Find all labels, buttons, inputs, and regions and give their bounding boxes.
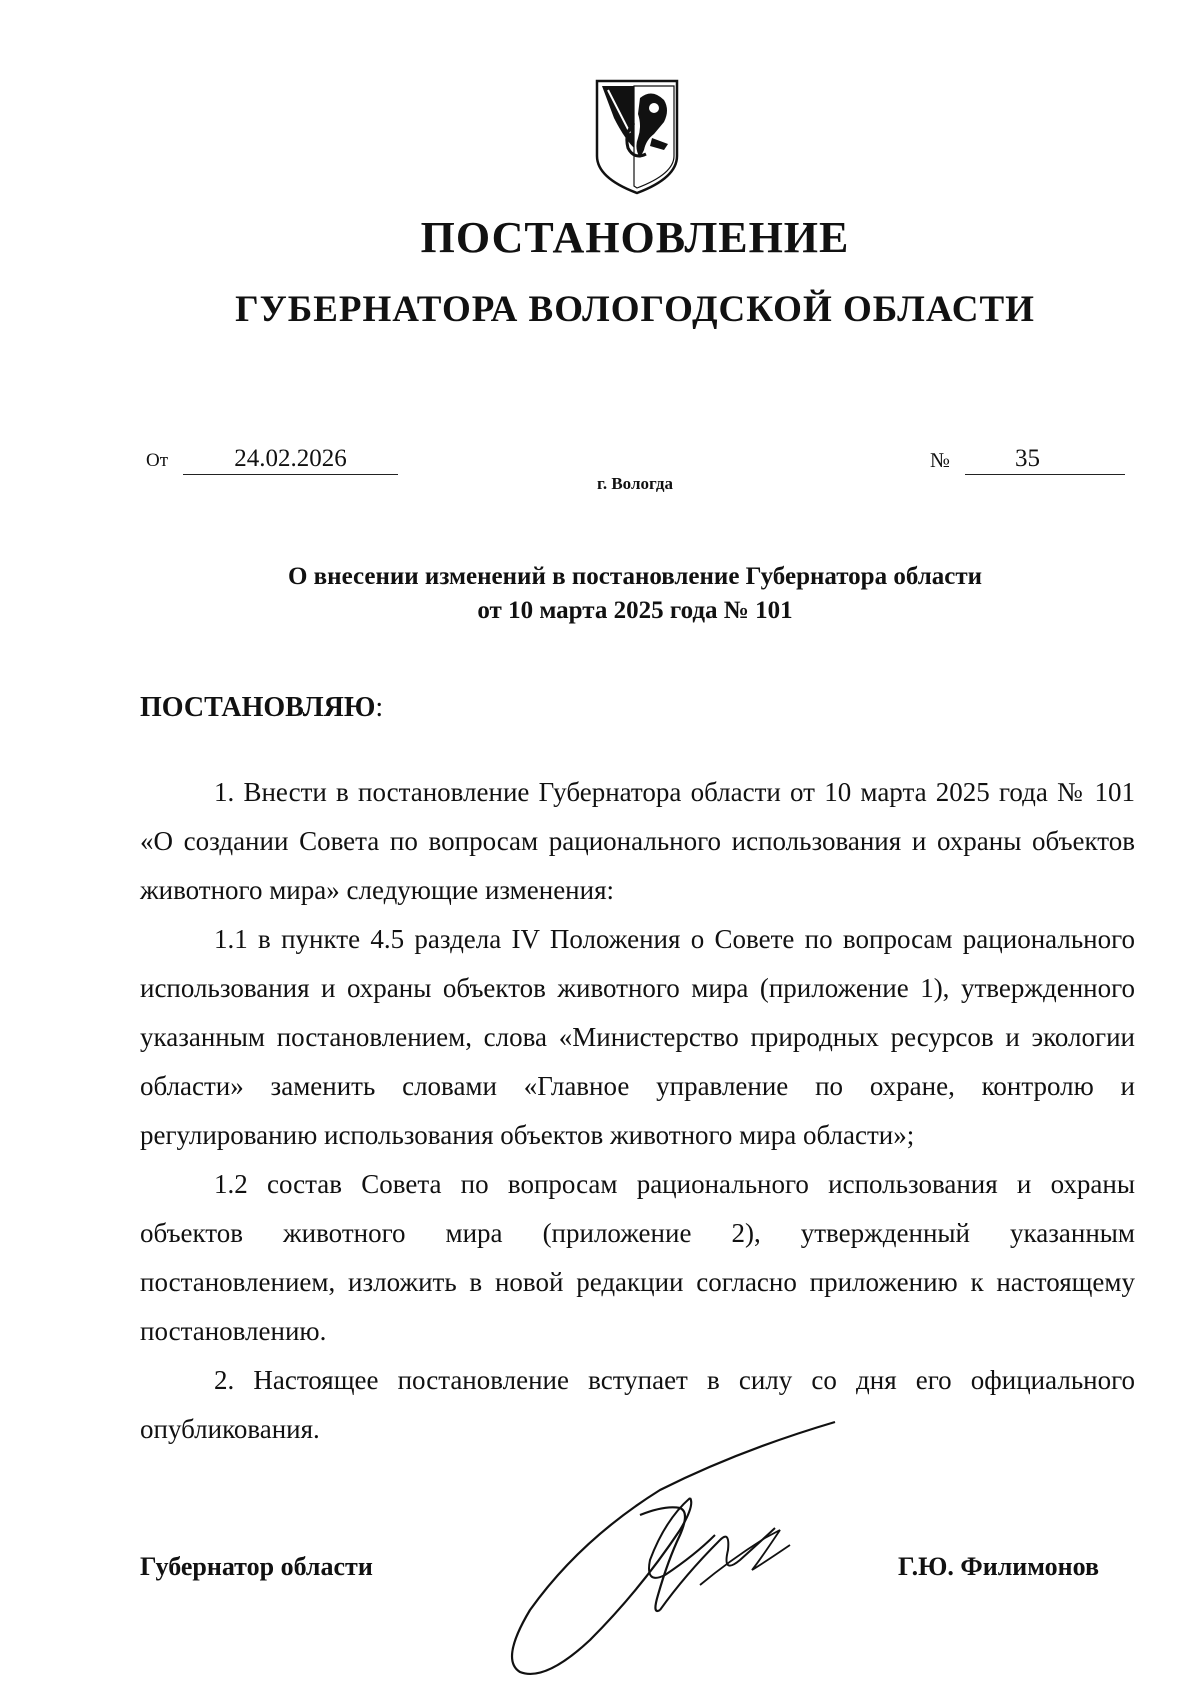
handwritten-signature <box>490 1410 850 1690</box>
signatory-position: Губернатор области <box>140 1552 373 1581</box>
decree-heading <box>140 692 383 724</box>
paragraph-1-2: 1.2 состав Совета по вопросам рационального использования и охраны объектов животного мира (приложение 2), утвержденный указанным постановлением, изложить в новой редакции согласно приложению к настоящему постановлению. <box>140 1169 1135 1346</box>
document-body <box>140 768 1135 1454</box>
date-label: От <box>146 450 169 471</box>
number-value: 35 <box>965 444 1125 475</box>
paragraph-1: 1. Внести в постановление Губернатора области от 10 марта 2025 года № 101 «О создании Совета по вопросам рационального использования и охраны объектов животного мира» следующие изменения: <box>140 777 1135 905</box>
paragraph-2: 2. Настоящее постановление вступает в силу со дня его официального опубликования. <box>140 1365 1135 1444</box>
coat-of-arms-icon <box>594 78 680 196</box>
decree-word: ПОСТАНОВЛЯЮ <box>140 692 376 723</box>
decree-colon: : <box>375 692 384 723</box>
city-name: г. Вологда <box>597 474 673 493</box>
number-label: № <box>930 448 951 472</box>
date-value: 24.02.2026 <box>183 444 398 475</box>
subject-line-2: от 10 марта 2025 года № 101 <box>477 597 793 624</box>
document-subject <box>200 560 1070 628</box>
document-title: ПОСТАНОВЛЕНИЕ <box>420 213 850 262</box>
paragraph-1-1: 1.1 в пункте 4.5 раздела IV Положения о Совете по вопросам рационального использования и охраны объектов животного мира (приложение 1), утвержденного указанным постановлением, слова «Министерство природных ресурсов и экологии области» заменить словами «Главное управление по охране, контролю и регулированию использования объектов животного мира области»; <box>140 924 1135 1150</box>
subject-line-1: О внесении изменений в постановление Губернатора области <box>287 563 983 590</box>
document-issuer: ГУБЕРНАТОРА ВОЛОГОДСКОЙ ОБЛАСТИ <box>235 289 1035 330</box>
signatory-name: Г.Ю. Филимонов <box>898 1552 1100 1581</box>
